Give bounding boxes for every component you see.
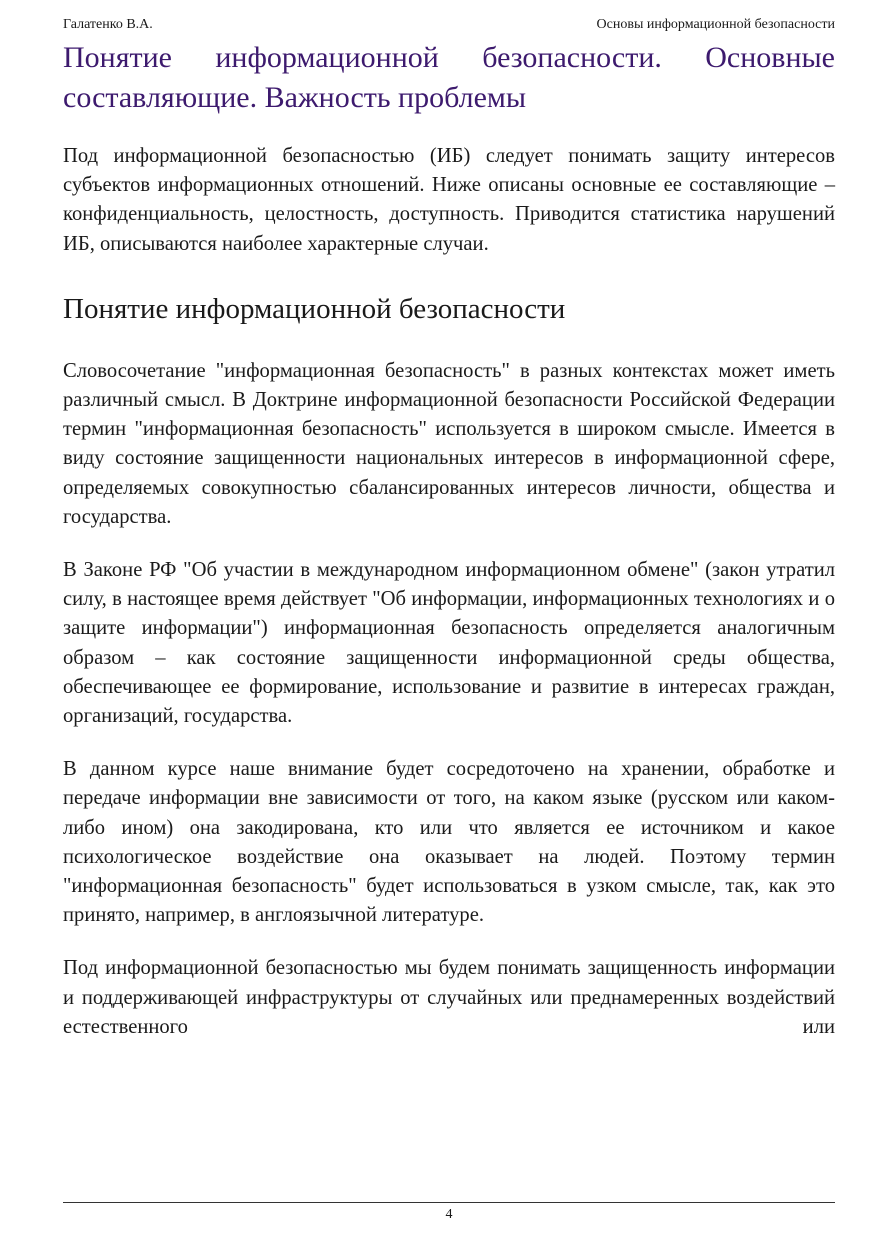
document-body (63, 142, 835, 1042)
lecture-title: Понятие информационной безопасности. Основные составляющие. Важность проблемы (63, 41, 835, 114)
body-paragraph: Словосочетание "информационная безопасность" в разных контекстах может иметь различный смысл. В Доктрине информационной безопасности Российской Федерации термин "информационная безопасность" используется в широком смысле. Имеется в виду состояние защищенности национальных интересов в информационной сфере, определяемых совокупностью сбалансированных интересов личности, общества и государства. (63, 359, 835, 528)
body-paragraph: В Законе РФ "Об участии в международном информационном обмене" (закон утратил силу, в настоящее время действует "Об информации, информационных технологиях и о защите информации") информационная безопасность определяется аналогичным образом – как состояние защищенности информационной среды общества, обеспечивающее ее формирование, использование и развитие в интересах граждан, организаций, государства. (63, 559, 835, 728)
page-number: 4 (445, 1207, 453, 1222)
document-page (63, 0, 835, 1241)
intro-paragraph: Под информационной безопасностью (ИБ) следует понимать защиту интересов субъектов информационных отношений. Ниже описаны основные ее составляющие – конфиденциальность, целостность, доступность. Приводится статистика нарушений ИБ, описываются наиболее характерные случаи. (63, 145, 835, 255)
body-paragraph: В данном курсе наше внимание будет сосредоточено на хранении, обработке и передаче информации вне зависимости от того, на каком языке (русском или каком-либо ином) она закодирована, кто или что является ее источником и какое психологическое воздействие она оказывает на людей. Поэтому термин "информационная безопасность" будет использоваться в узком смысле, так, как это принято, например, в англоязычной литературе. (63, 758, 835, 927)
section-heading: Понятие информационной безопасности (63, 292, 566, 325)
header-author: Галатенко В.А. (63, 17, 153, 32)
body-paragraph: Под информационной безопасностью мы будем понимать защищенность информации и поддерживающей инфраструктуры от случайных или преднамеренных воздействий естественного или (63, 957, 835, 1038)
footer-divider (63, 1202, 835, 1203)
header-course-title: Основы информационной безопасности (596, 17, 835, 32)
running-header (63, 16, 835, 34)
